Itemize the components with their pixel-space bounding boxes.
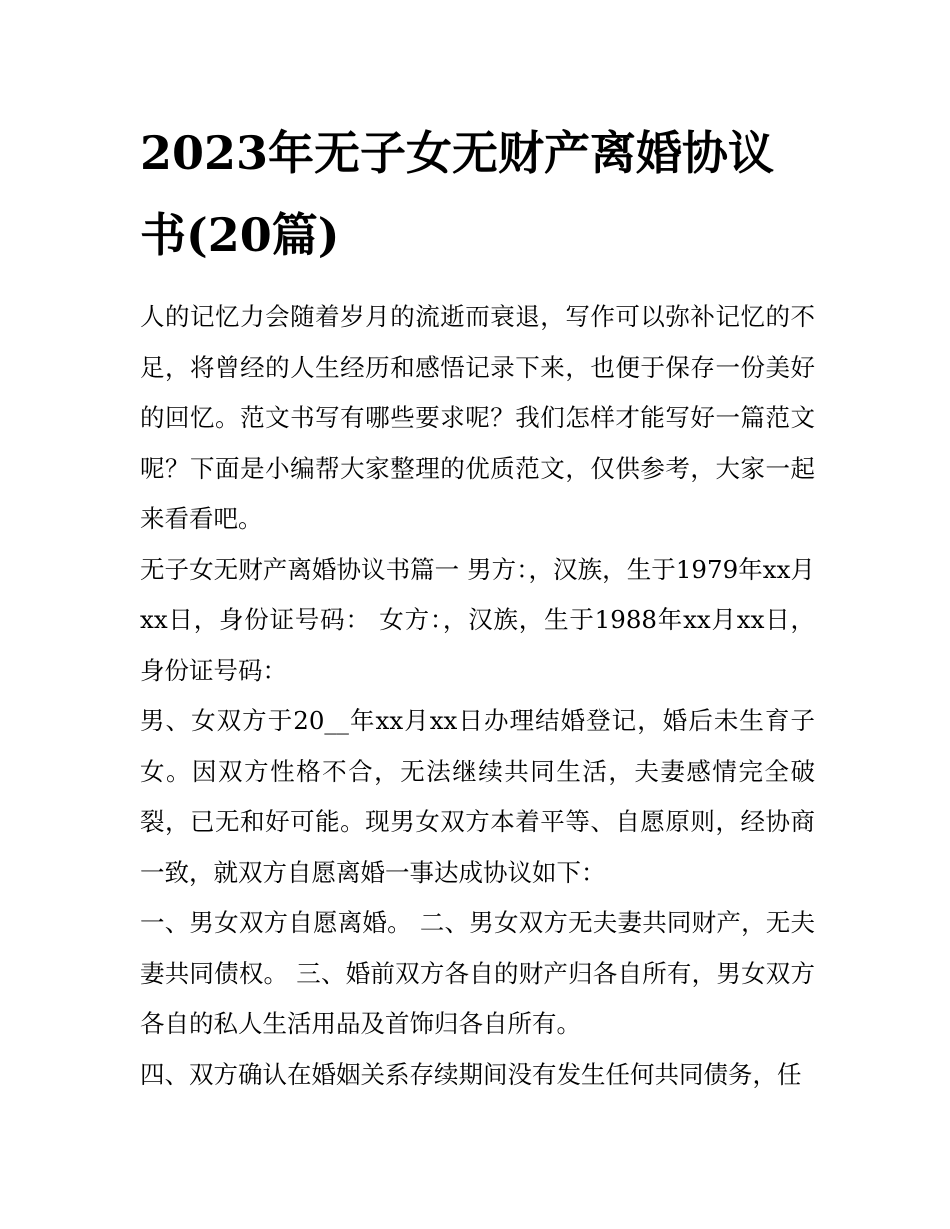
paragraph-clause-4: 四、双方确认在婚姻关系存续期间没有发生任何共同债务，任 [140, 1059, 802, 1089]
paragraph-clauses-1-3: 一、男女双方自愿离婚。 二、男女双方无夫妻共同财产，无夫妻共同债权。 三、婚前双方各自的财产归各自所有，男女双方各自的私人生活用品及首饰归各自所有。 [140, 908, 815, 1038]
document-title: 2023年无子女无财产离婚协议书(20篇) [140, 126, 775, 262]
paragraph-parties: 无子女无财产离婚协议书篇一 男方：，汉族，生于1979年xx月xx日，身份证号码： 女方：，汉族，生于1988年xx月xx日，身份证号码： [140, 554, 815, 685]
paragraph-marriage-background: 男、女双方于20__年xx月xx日办理结婚登记，婚后未生育子女。因双方性格不合，无法继续共同生活，夫妻感情完全破裂，已无和好可能。现男女双方本着平等、自愿原则，经协商一致，就双方自愿离婚一事达成协议如下： [140, 706, 815, 887]
document-page [140, 112, 815, 1100]
paragraph-intro: 人的记忆力会随着岁月的流逝而衰退，写作可以弥补记忆的不足，将曾经的人生经历和感悟记录下来，也便于保存一份美好的回忆。范文书写有哪些要求呢？我们怎样才能写好一篇范文呢？下面是小编帮大家整理的优质范文，仅供参考，大家一起来看看吧。 [140, 302, 815, 533]
